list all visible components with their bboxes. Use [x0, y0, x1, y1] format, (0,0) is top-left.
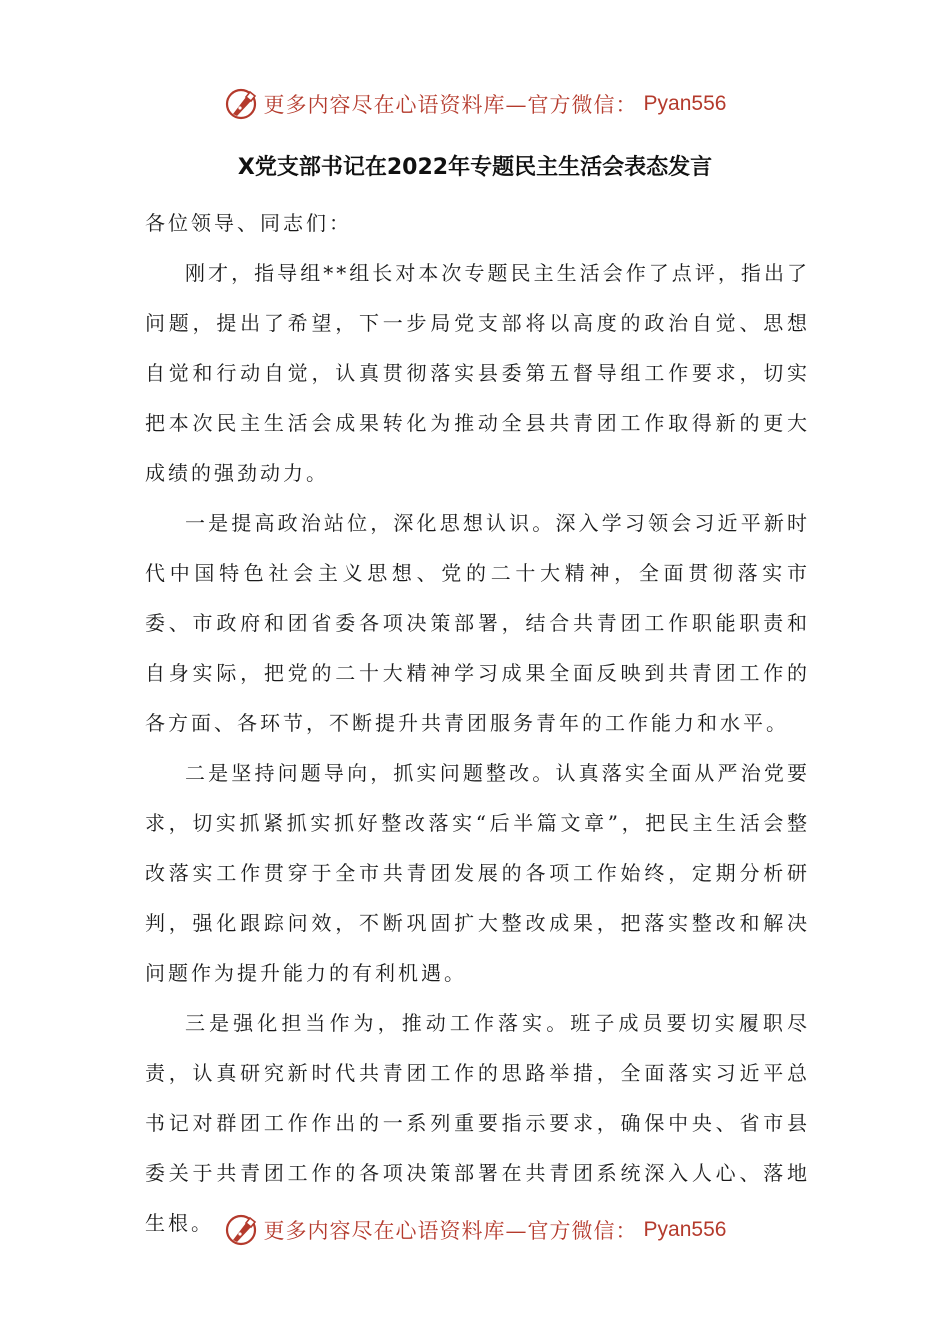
pen-nib-logo-icon	[224, 86, 260, 122]
footer-banner	[0, 1210, 950, 1250]
paragraph-point-three: 三是强化担当作为，推动工作落实。班子成员要切实履职尽责，认真研究新时代共青团工作的思路举措，全面落实习近平总书记对群团工作作出的一系列重要指示要求，确保中央、省市县委关于共青团工作的各项决策部署在共青团系统深入人心、落地生根。	[145, 1011, 810, 1235]
banner-wechat-id: Pyan556	[643, 1218, 727, 1241]
header-banner	[0, 84, 950, 124]
banner-text: 更多内容尽在心语资料库—官方微信：	[263, 1219, 638, 1243]
paragraph-point-two: 二是坚持问题导向，抓实问题整改。认真落实全面从严治党要求，切实抓紧抓实抓好整改落实“后半篇文章”，把民主生活会整改落实工作贯穿于全市共青团发展的各项工作始终，定期分析研判，强化跟踪问效，不断巩固扩大整改成果，把落实整改和解决问题作为提升能力的有利机遇。	[145, 761, 810, 985]
document-title: X党支部书记在2022年专题民主生活会表态发言	[237, 155, 713, 180]
banner-text: 更多内容尽在心语资料库—官方微信：	[263, 93, 638, 117]
paragraph-point-one: 一是提高政治站位，深化思想认识。深入学习领会习近平新时代中国特色社会主义思想、党的二十大精神，全面贯彻落实市委、市政府和团省委各项决策部署，结合共青团工作职能职责和自身实际，把党的二十大精神学习成果全面反映到共青团工作的各方面、各环节，不断提升共青团服务青年的工作能力和水平。	[145, 511, 810, 735]
banner-wechat-id: Pyan556	[643, 92, 727, 115]
document-body	[145, 198, 810, 1248]
paragraph-intro: 刚才，指导组**组长对本次专题民主生活会作了点评，指出了问题，提出了希望，下一步局党支部将以高度的政治自觉、思想自觉和行动自觉，认真贯彻落实县委第五督导组工作要求，切实把本次民主生活会成果转化为推动全县共青团工作取得新的更大成绩的强劲动力。	[145, 261, 810, 485]
pen-nib-logo-icon	[224, 1212, 260, 1248]
greeting: 各位领导、同志们：	[145, 211, 352, 235]
